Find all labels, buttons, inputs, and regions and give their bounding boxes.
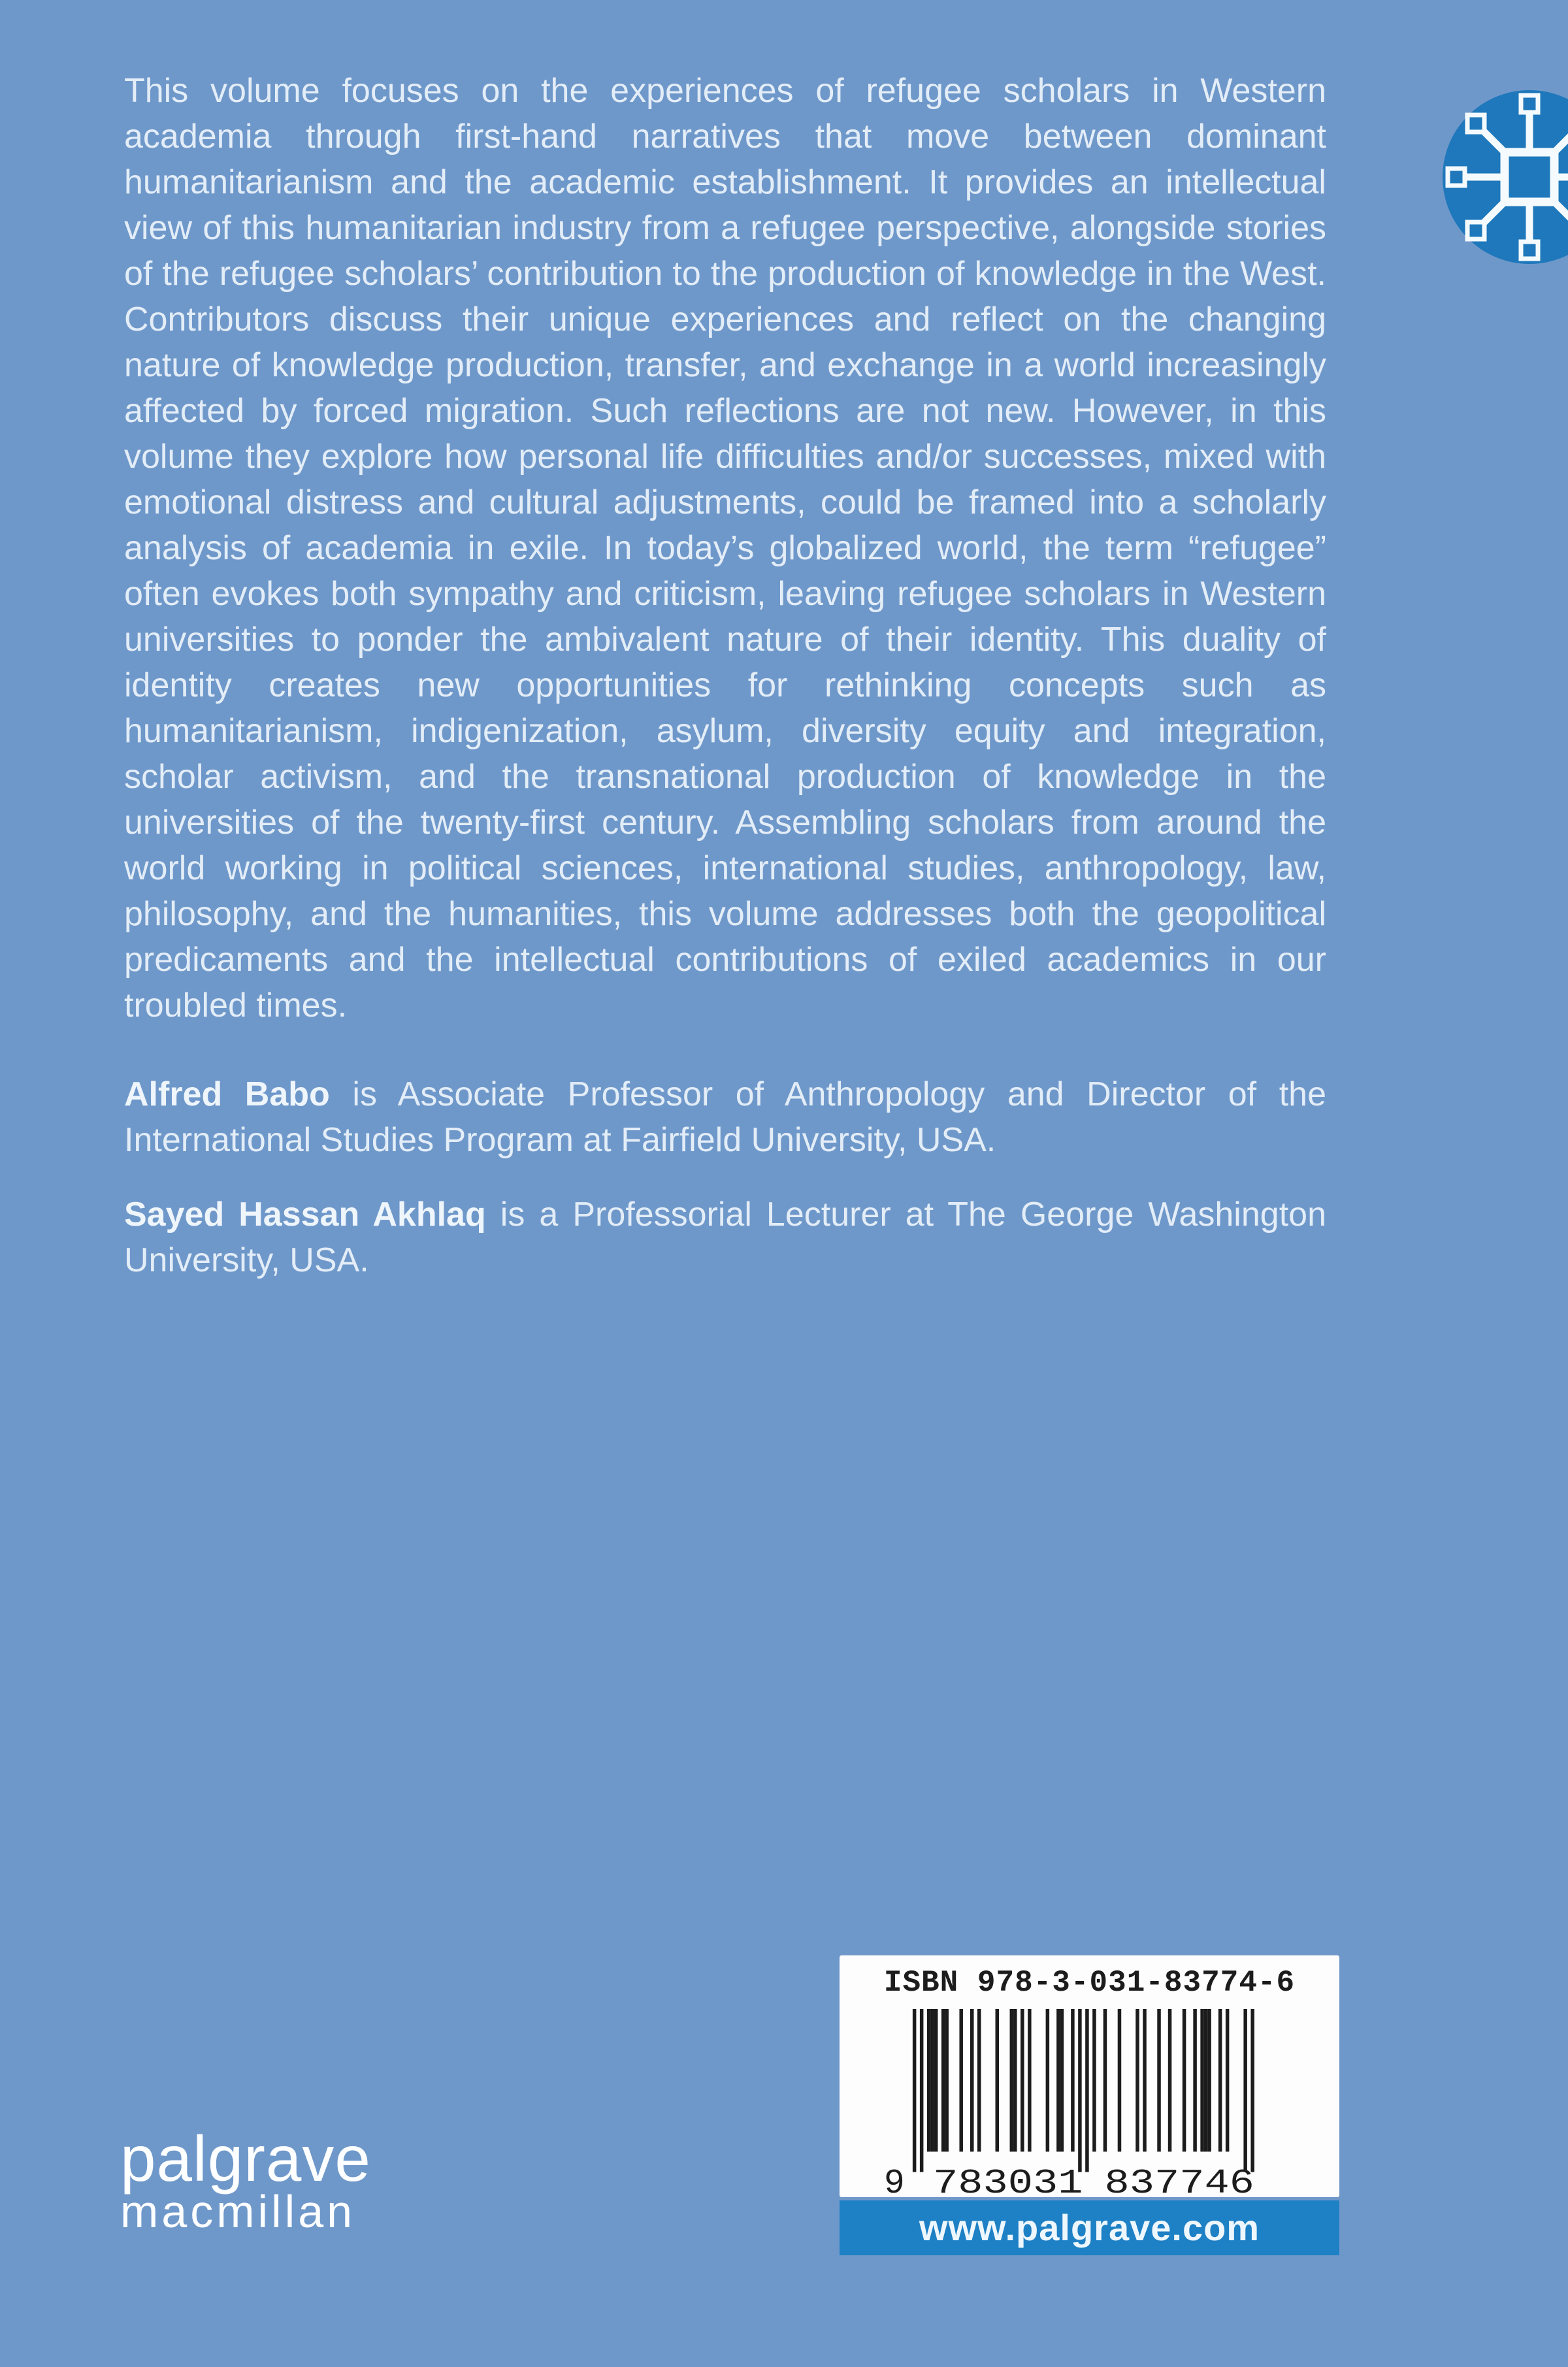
- author-bio-text: is Associate Professor of Anthropology and Director of the International Studies Program at Fairfield University, USA.: [124, 1075, 1326, 1159]
- publisher-website-bar: [840, 2200, 1339, 2255]
- ean13-barcode: [883, 2009, 1290, 2197]
- author-name: Alfred Babo: [124, 1075, 330, 1113]
- palgrave-wordmark: palgrave: [120, 2123, 371, 2195]
- author-bio: [124, 1071, 1326, 1163]
- author-bio: [124, 1192, 1326, 1283]
- isbn-label: ISBN 978-3-031-83774-6: [883, 1966, 1296, 2000]
- synopsis-text: This volume focuses on the experiences of refugee scholars in Western academia through first-hand narratives that move between dominant humanitarianism and the academic establishment. It provides an intellectual view of this humanitarian industry from a refugee perspective, alongside stories of the refugee scholars’ contribution to the production of knowledge in the West. Contributors discuss their unique experiences and reflect on the changing nature of knowledge production, transfer, and exchange in a world increasingly affected by forced migration. Such reflections are not new. However, in this volume they explore how personal life difficulties and/or successes, mixed with emotional distress and cultural adjustments, could be framed into a scholarly analysis of academia in exile. In today’s globalized world, the term “refugee” often evokes both sympathy and criticism, leaving refugee scholars in Western universities to ponder the ambivalent nature of their identity. This duality of identity creates new opportunities for rethinking concepts such as humanitarianism, indigenization, asylum, diversity equity and integration, scholar activism, and the transnational production of knowledge in the universities of the twenty-first century. Assembling scholars from around the world working in political sciences, international studies, anthropology, law, philosophy, and the humanities, this volume addresses both the geopolitical predicaments and the intellectual contributions of exiled academics in our troubled times.: [124, 72, 1326, 1024]
- author-name: Sayed Hassan Akhlaq: [124, 1196, 486, 1233]
- publisher-website-url: www.palgrave.com: [919, 2207, 1260, 2248]
- macmillan-wordmark: macmillan: [120, 2186, 356, 2237]
- isbn-barcode-panel: [840, 1955, 1339, 2197]
- barcode-digit-leading: 9: [883, 2163, 905, 2198]
- barcode-bars: [913, 2009, 1254, 2172]
- author-bio-text: is a Professorial Lecturer at The George Washington University, USA.: [124, 1196, 1326, 1279]
- barcode-digits-left: 783031: [933, 2163, 1083, 2198]
- palgrave-macmillan-logo: [120, 2125, 371, 2236]
- barcode-digits-right: 837746: [1104, 2163, 1254, 2198]
- publisher-network-icon: [1437, 85, 1568, 269]
- emblem-center-square: [1505, 152, 1554, 202]
- back-cover-text-column: [124, 68, 1326, 1283]
